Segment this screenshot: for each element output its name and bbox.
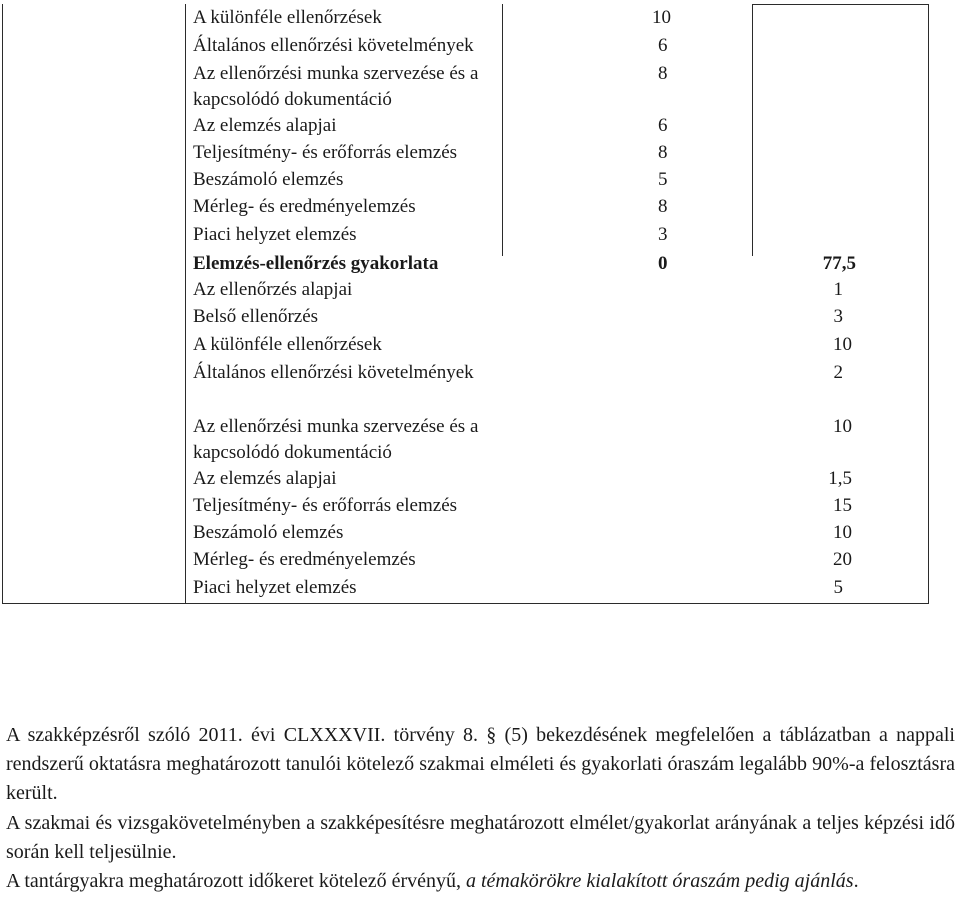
table-border-bottom xyxy=(2,603,929,604)
table-row-label: Teljesítmény- és erőforrás elemzés xyxy=(193,495,458,516)
table-row-label: Általános ellenőrzési követelmények xyxy=(193,35,474,56)
table-border-col1 xyxy=(185,4,186,604)
table-row-value: 6 xyxy=(658,35,668,56)
paragraph-legal-basis: A szakképzésről szóló 2011. évi CLXXXVII. törvény 8. § (5) bekezdésének megfelelően a táblázatban a nappali rendszerű oktatásra meghatározott tanulói kötelező szakmai elméleti és gyakorlati óraszám legalább 90%-a felosztásra került. xyxy=(6,724,955,804)
table-row-value: 15 xyxy=(833,495,852,516)
table-row-value: 3 xyxy=(658,224,668,245)
table-row-label: Piaci helyzet elemzés xyxy=(193,577,357,598)
table-row-label: Az ellenőrzési munka szervezése és a xyxy=(193,63,479,84)
table-border-right xyxy=(928,4,929,604)
table-row-label: Az ellenőrzési munka szervezése és a xyxy=(193,416,479,437)
table-row-value: 10 xyxy=(833,522,852,543)
table-border-left xyxy=(2,4,3,604)
table-row-value: 8 xyxy=(658,196,668,217)
table-row-value: 6 xyxy=(658,115,668,136)
table-row-label: Piaci helyzet elemzés xyxy=(193,224,357,245)
table-row-label: Mérleg- és eredményelemzés xyxy=(193,549,416,570)
table-row-label: Az elemzés alapjai xyxy=(193,468,337,489)
table-row-label: A különféle ellenőrzések xyxy=(193,334,382,355)
table-row-label: Beszámoló elemzés xyxy=(193,522,344,543)
table-row-label: Az ellenőrzés alapjai xyxy=(193,279,353,300)
paragraph-time-frame xyxy=(6,867,955,896)
table-row-value: 20 xyxy=(833,549,852,570)
section-heading-value-a: 0 xyxy=(658,253,668,274)
table-row-label: Az elemzés alapjai xyxy=(193,115,337,136)
paragraph-ratio: A szakmai és vizsgakövetelményben a szakképesítésre meghatározott elmélet/gyakorlat arányának a teljes képzési idő során kell teljesülnie. xyxy=(6,812,955,863)
table-row-value: 10 xyxy=(833,416,852,437)
paragraph-time-frame-italic: a témakörökre kialakított óraszám pedig ajánlás xyxy=(466,870,854,892)
paragraph-time-frame-end: . xyxy=(853,870,859,892)
table-border-col3 xyxy=(752,4,753,256)
table-row-label: Beszámoló elemzés xyxy=(193,169,344,190)
table-border-top-right xyxy=(752,4,929,5)
table-row-value: 2 xyxy=(833,362,843,383)
table-row-value: 10 xyxy=(833,334,852,355)
table-row-label: A különféle ellenőrzések xyxy=(193,7,382,28)
table-row-label-line2: kapcsolódó dokumentáció xyxy=(193,89,392,110)
paragraph-time-frame-normal: A tantárgyakra meghatározott időkeret kötelező érvényű, xyxy=(6,870,466,892)
table-row-value: 8 xyxy=(658,63,668,84)
table-row-value: 1,5 xyxy=(828,468,852,489)
table-row-value: 5 xyxy=(833,577,843,598)
table-row-label: Mérleg- és eredményelemzés xyxy=(193,196,416,217)
table-row-label-line2: kapcsolódó dokumentáció xyxy=(193,442,392,463)
table-border-col2 xyxy=(502,4,503,256)
table-row-value: 3 xyxy=(833,306,843,327)
table-row-label: Általános ellenőrzési követelmények xyxy=(193,362,474,383)
section-heading-label: Elemzés-ellenőrzés gyakorlata xyxy=(193,253,439,274)
table-row-value: 8 xyxy=(658,142,668,163)
section-heading-value-b: 77,5 xyxy=(822,253,856,274)
table-row-value: 5 xyxy=(658,169,668,190)
table-row-value: 1 xyxy=(833,279,843,300)
table-row-value: 10 xyxy=(652,7,671,28)
table-row-label: Belső ellenőrzés xyxy=(193,306,319,327)
table-row-label: Teljesítmény- és erőforrás elemzés xyxy=(193,142,458,163)
